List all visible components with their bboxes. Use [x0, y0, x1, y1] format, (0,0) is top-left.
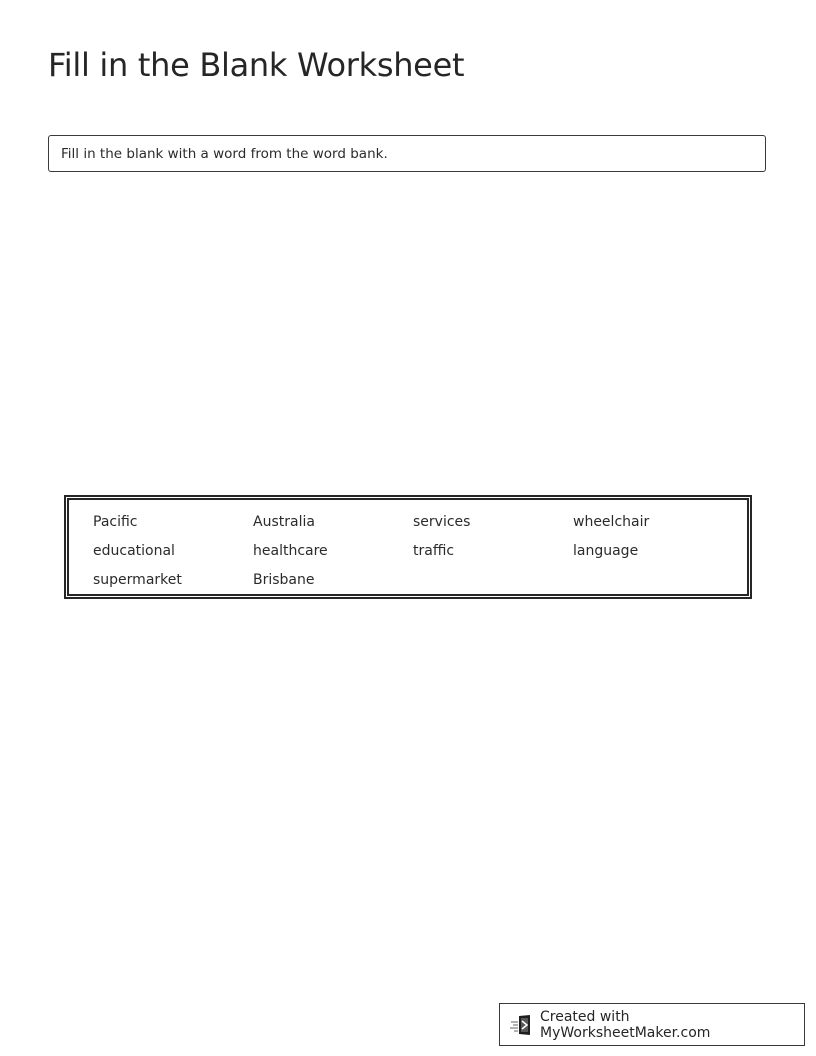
word-bank-item: supermarket [93, 572, 182, 588]
word-bank-item: Pacific [93, 514, 138, 530]
worksheet-maker-logo-icon [510, 1014, 534, 1036]
word-bank-item: language [573, 543, 639, 559]
word-bank-item: Brisbane [253, 572, 315, 588]
instructions-box [48, 135, 766, 172]
footer-credit-text: Created with MyWorksheetMaker.com [540, 1008, 711, 1041]
word-bank-item: traffic [413, 543, 455, 559]
word-bank-item: wheelchair [573, 514, 650, 530]
word-bank-item: educational [93, 543, 175, 559]
word-bank [64, 495, 752, 599]
word-bank-grid [93, 510, 747, 597]
word-bank-item: services [413, 514, 471, 530]
page-title: Fill in the Blank Worksheet [48, 46, 465, 84]
instructions-text: Fill in the blank with a word from the word bank. [61, 145, 388, 162]
footer-credit-badge[interactable] [499, 1003, 805, 1046]
word-bank-item: Australia [253, 514, 315, 530]
word-bank-item: healthcare [253, 543, 328, 559]
